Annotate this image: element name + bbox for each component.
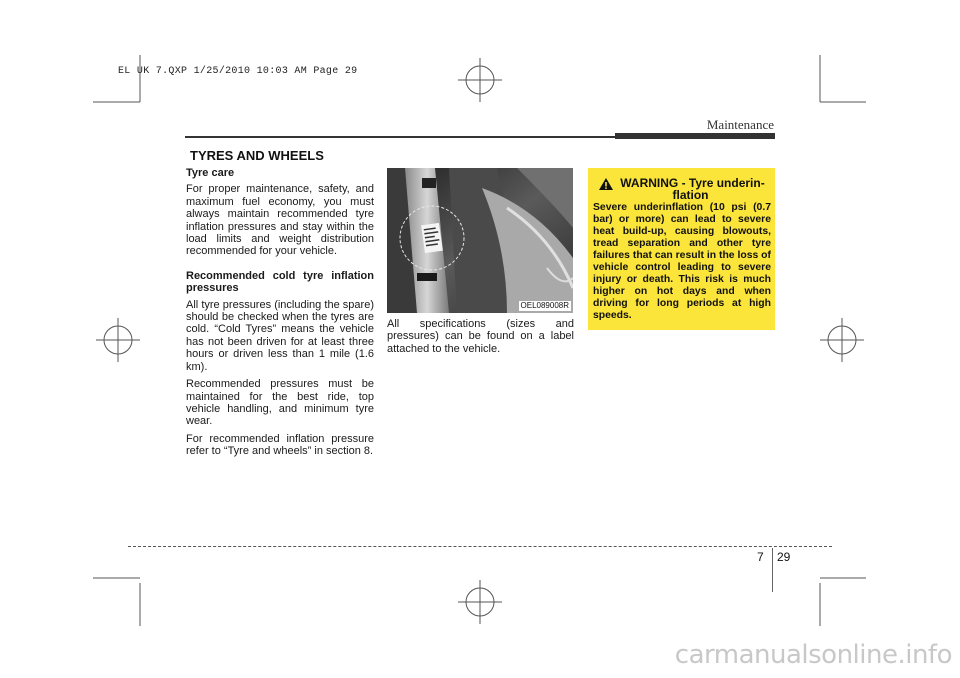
header-rule-accent [615, 133, 775, 139]
tyre-care-text: For proper maintenance, safety, and maximum fuel economy, you must always maintain recommended tyre inflation pressures and stay within the load limits and weight distribution recommended for your vehicle. [186, 183, 374, 258]
print-slug: EL UK 7.QXP 1/25/2010 10:03 AM Page 29 [118, 66, 358, 77]
footer-rule [128, 546, 832, 547]
warning-triangle-icon [599, 178, 613, 190]
warning-title [588, 177, 775, 201]
text-column-1 [186, 167, 374, 463]
warning-body: Severe underinflation (10 psi (0.7 bar) or more) can lead to severe heat build-up, causing blowouts, tread separation and other tyre failures that can result in the loss of vehicle control leading to severe injury or death. This risk is much higher on hot days and when driving for long periods at high speeds. [593, 202, 771, 321]
cold-pressure-p2: Recommended pressures must be maintained for the best ride, top vehicle handling, and minimum tyre wear. [186, 378, 374, 428]
page-number: 29 [777, 550, 791, 564]
door-jamb-image [387, 168, 573, 313]
warning-box [588, 168, 775, 330]
warning-title-line1: WARNING - Tyre underin- [620, 176, 765, 190]
tyre-label-photo [387, 168, 573, 313]
cold-pressure-p3: For recommended inflation pressure refer to “Tyre and wheels” in section 8. [186, 432, 374, 458]
chapter-number: 7 [757, 550, 764, 564]
cold-pressure-p1: All tyre pressures (including the spare) should be checked when the tyres are cold. “Cold Tyres” means the vehicle has not been driven for at least three hours or driven less than 1 mile (1.6 km). [186, 298, 374, 373]
figure-code: OEL089008R [520, 301, 569, 310]
page-heading: TYRES AND WHEELS [190, 148, 324, 163]
watermark: carmanualsonline.info [674, 640, 952, 670]
warning-title-line2: flation [672, 188, 709, 202]
figure-caption: All specifications (sizes and pressures) can be found on a label attached to the vehicle. [387, 318, 574, 355]
section-title: Maintenance [706, 117, 774, 132]
cold-pressure-title: Recommended cold tyre inflation pressures [186, 269, 374, 295]
tyre-care-title: Tyre care [186, 167, 235, 179]
header-rule [185, 136, 615, 138]
page-number-divider [772, 548, 773, 592]
